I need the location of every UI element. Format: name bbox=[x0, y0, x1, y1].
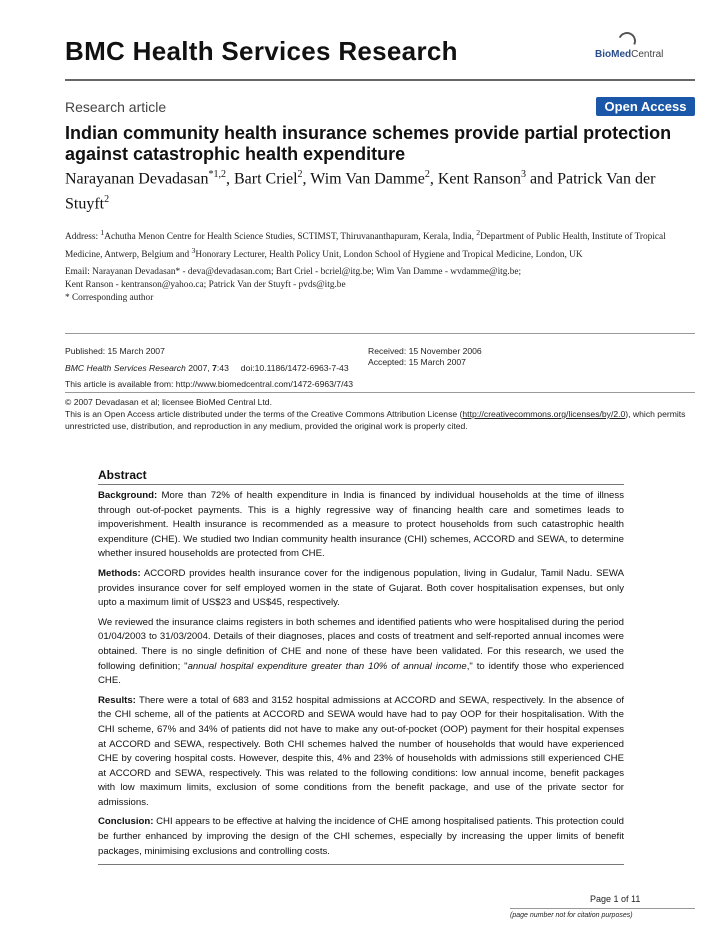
copyright-block bbox=[65, 396, 705, 432]
abstract-heading: Abstract bbox=[98, 468, 147, 482]
pubinfo-rule bbox=[65, 333, 695, 334]
article-type: Research article bbox=[65, 99, 167, 115]
logo-bio: Bio bbox=[595, 49, 612, 60]
accepted-date: Accepted: 15 March 2007 bbox=[368, 357, 466, 367]
abstract-bottom-rule bbox=[98, 864, 624, 865]
license-link[interactable]: http://creativecommons.org/licenses/by/2.0 bbox=[462, 409, 626, 419]
author-list: Narayanan Devadasan$^{*1,2}$, Bart Criel$^2$, Wim Van Damme$^2$, Kent Ranson$^3$ and Patrick Van der Stuyft$^2$ bbox=[65, 169, 656, 213]
open-access-badge: Open Access bbox=[596, 97, 695, 116]
copyright-rule bbox=[65, 392, 695, 393]
license-text: This is an Open Access article distributed under the terms of the Creative Commons Attribution License (http://creativecommons.org/licenses/by/2.0), which permits unrestricted use, distribution, and reproduction in any medium, provided the original work is properly cited. bbox=[65, 409, 686, 431]
published-date: Published: 15 March 2007 bbox=[65, 346, 165, 356]
author-affiliation: *1,2 bbox=[208, 169, 226, 180]
journal-title: BMC Health Services Research bbox=[65, 36, 458, 66]
author-name: Narayanan Devadasan bbox=[65, 170, 209, 188]
logo-central: Central bbox=[631, 49, 664, 60]
availability-url[interactable]: This article is available from: http://www.biomedcentral.com/1472-6963/7/43 bbox=[65, 379, 354, 389]
footer-rule bbox=[510, 908, 695, 909]
abstract-methods: Methods: ACCORD provides health insurance cover for the indigenous population, living in Gudalur, Tamil Nadu. SEWA provides insurance cover for self employed women in the state of Gujarat. Both cover hospitalisation expenses, but only upto a maximum limit of US$23 and US$45, respectively. bbox=[98, 567, 624, 609]
abstract-section bbox=[98, 468, 624, 869]
author-affiliation: 2 bbox=[424, 169, 430, 180]
author-affiliation: 2 bbox=[297, 169, 303, 180]
abstract-conclusion: Conclusion: CHI appears to be effective at halving the incidence of CHE among hospitalised patients. This protection could be further enhanced by improving the design of the CHI schemes, especially by increasing the upper limits of benefit packages, minimising exclusions and controlling costs. bbox=[98, 816, 624, 857]
author-name: Wim Van Damme bbox=[310, 170, 425, 188]
article-title: Indian community health insurance schemes provide partial protection against catastrophic health expenditure bbox=[65, 123, 672, 164]
abstract-rule bbox=[98, 484, 624, 485]
author-affiliation: 2 bbox=[104, 194, 110, 206]
biomed-central-logo bbox=[575, 32, 695, 66]
author-name: Patrick Van der Stuyft bbox=[65, 170, 656, 213]
page-number-note: (page number not for citation purposes) bbox=[510, 912, 633, 919]
copyright-line: © 2007 Devadasan et al; licensee BioMed Central Ltd. bbox=[65, 397, 272, 407]
email-line: Kent Ranson - kentranson@yahoo.ca; Patrick Van der Stuyft - pvds@itg.be bbox=[65, 280, 346, 290]
page-number: Page 1 of 11 bbox=[590, 894, 641, 904]
corresponding-author-note: * Corresponding author bbox=[65, 293, 154, 303]
header-rule bbox=[65, 79, 695, 81]
logo-med: Med bbox=[611, 49, 632, 60]
received-date: Received: 15 November 2006 bbox=[368, 346, 482, 356]
address-block: Address: $^1$Achutha Menon Centre for Health Science Studies, SCTIMST, Thiruvananthapuram, Kerala, India, $^2$Department of Public Health, Institute of Tropical Medicine, Antwerp, Belgium and $^3$Honorary Lecturer, Health Policy Unit, London School of Hygiene and Tropical Medicine, London, UK bbox=[65, 228, 666, 261]
abstract-results: Results: There were a total of 683 and 3152 hospital admissions at ACCORD and SEWA, respectively. In the absence of the CHI scheme, all of the patients at ACCORD and SEWA would have had to pay OOP for their hospitalisation. With the CHI scheme, 67% and 34% of patients did not have to make any out-of-pocket (OOP) payment for their hospital expenses at ACCORD and SEWA, respectively. Both CHI schemes halved the number of households that would have experienced CHE by covering hospital costs. However, despite this, 4% and 23% of households with admissions still experienced CHE at ACCORD and SEWA, respectively. This was related to the following conditions: low annual income, benefit packages with low maximum limits, exclusion of some conditions from the benefit package, and use of the private sector for admissions. bbox=[98, 694, 624, 808]
abstract-methods-2: We reviewed the insurance claims registers in both schemes and identified patients who were hospitalised during the period 01/04/2003 to 31/03/2004. Details of their diagnoses, places and costs of treatment and self-reported annual incomes were obtained. There is no single definition of CHE and none of these have been validated. For this research, we used the following definition; "annual hospital expenditure greater than 10% of annual income," to identify those who experienced CHE. bbox=[98, 616, 624, 687]
author-name: Kent Ranson bbox=[437, 170, 521, 188]
citation: BMC Health Services Research 2007, 7:43 doi:10.1186/1472-6963-7-43 bbox=[65, 363, 349, 373]
abstract-background: Background: More than 72% of health expenditure in India is financed by individual households at the time of illness through out-of-pocket payments. This is a highly regressive way of financing health care and sometimes leads to impoverishment. Health insurance is recommended as a measure to protect households from such catastrophic health expenditure (CHE). We studied two Indian community health insurance (CHI) schemes, ACCORD and SEWA, to determine whether insured households are protected from CHE. bbox=[98, 490, 624, 560]
author-affiliation: 3 bbox=[520, 169, 526, 180]
email-block bbox=[65, 266, 695, 305]
email-line: Email: Narayanan Devadasan* - deva@devadasan.com; Bart Criel - bcriel@itg.be; Wim Van Damme - wvdamme@itg.be; bbox=[65, 267, 522, 277]
author-name: Bart Criel bbox=[233, 170, 298, 188]
